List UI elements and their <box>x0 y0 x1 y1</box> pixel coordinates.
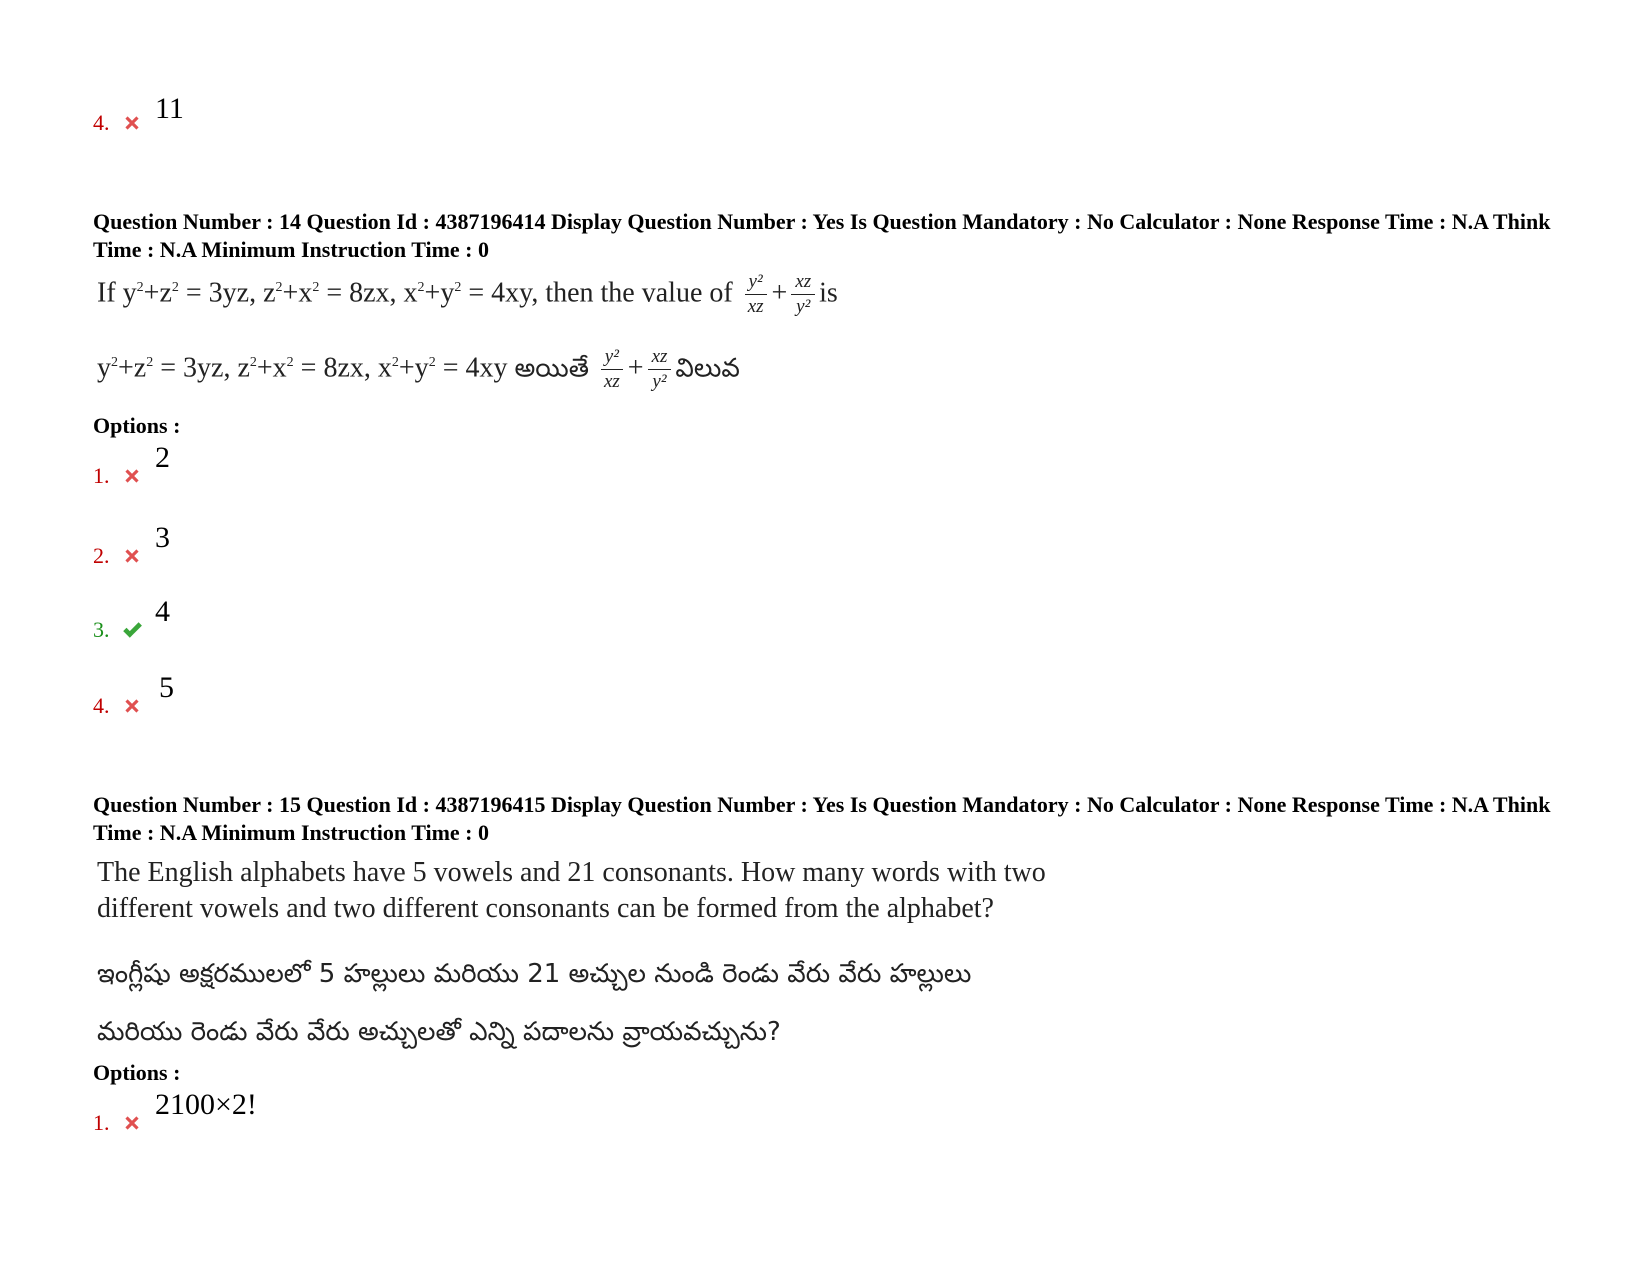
option-number: 4. <box>93 693 110 718</box>
q14-option-1 <box>93 441 170 489</box>
q15-meta: Question Number : 15 Question Id : 4387196415 Display Question Number : Yes Is Question Mandatory : No Calculator : None Response Time : N.A Think Time : N.A Minimum Instruction Time : 0 <box>93 792 1551 845</box>
cross-mark-icon <box>121 112 143 134</box>
option-number: 2. <box>93 543 110 568</box>
fraction-xz-over-y2: $\frac{xz}{\text{y²}}$ <box>648 347 672 392</box>
q14-english-text: If $y^2+z^2 = 3yz$, $z^2+x^2 = 8zx$, $x^2+y^2 = 4xy$, then the value of $\frac{\text{y²}}{xz}$ + $\frac{xz}{\text{y²}}$ is <box>97 271 838 318</box>
option-value: 5 <box>159 671 174 704</box>
option-number: 4. <box>93 110 110 135</box>
q14-telugu-text: $y^2+z^2 = 3yz$, $z^2+x^2 = 8zx$, $x^2+y^2 = 4xy$ అయితే $\frac{\text{y²}}{xz}$ + $\frac{xz}{\text{y²}}$ విలువ <box>97 346 740 393</box>
fraction-xz-over-y2: $\frac{xz}{\text{y²}}$ <box>791 272 815 317</box>
cross-mark-icon <box>121 695 143 717</box>
option-value: 11 <box>155 92 184 125</box>
option-number: 1. <box>93 1110 110 1135</box>
q15-option-1 <box>93 1088 257 1136</box>
cross-mark-icon <box>121 1112 143 1134</box>
prev-option-4 <box>93 92 184 136</box>
cross-mark-icon <box>121 545 143 567</box>
q14-options-label: Options : <box>93 413 181 438</box>
fraction-y2-over-xz: $\frac{\text{y²}}{xz}$ <box>600 347 624 392</box>
q15-english-text: The English alphabets have 5 vowels and 21 consonants. How many words with two different vowels and two different consonants can be formed from the alphabet? <box>97 857 1046 924</box>
option-value: 2100×2! <box>155 1088 257 1121</box>
fraction-y2-over-xz: $\frac{\text{y²}}{xz}$ <box>744 272 768 317</box>
q15-options-label: Options : <box>93 1060 181 1085</box>
q14-meta: Question Number : 14 Question Id : 4387196414 Display Question Number : Yes Is Question Mandatory : No Calculator : None Response Time : N.A Think Time : N.A Minimum Instruction Time : 0 <box>93 209 1551 262</box>
q14-option-4 <box>93 671 174 719</box>
option-value: 4 <box>155 595 170 628</box>
q14-option-2 <box>93 521 170 569</box>
option-value: 3 <box>155 521 170 554</box>
q14-option-3 <box>93 595 170 643</box>
option-value: 2 <box>155 441 170 474</box>
option-number: 1. <box>93 463 110 488</box>
cross-mark-icon <box>121 465 143 487</box>
option-number: 3. <box>93 617 110 642</box>
check-mark-icon <box>121 619 143 641</box>
q15-telugu-text: ఇంగ్లీషు అక్షరములలో 5 హల్లులు మరియు 21 అచ్చుల నుండి రెండు వేరు వేరు హల్లులు మరియు రెండు వేరు వేరు అచ్చులతో ఎన్ని పదాలను వ్రాయవచ్చును? <box>97 959 972 1047</box>
